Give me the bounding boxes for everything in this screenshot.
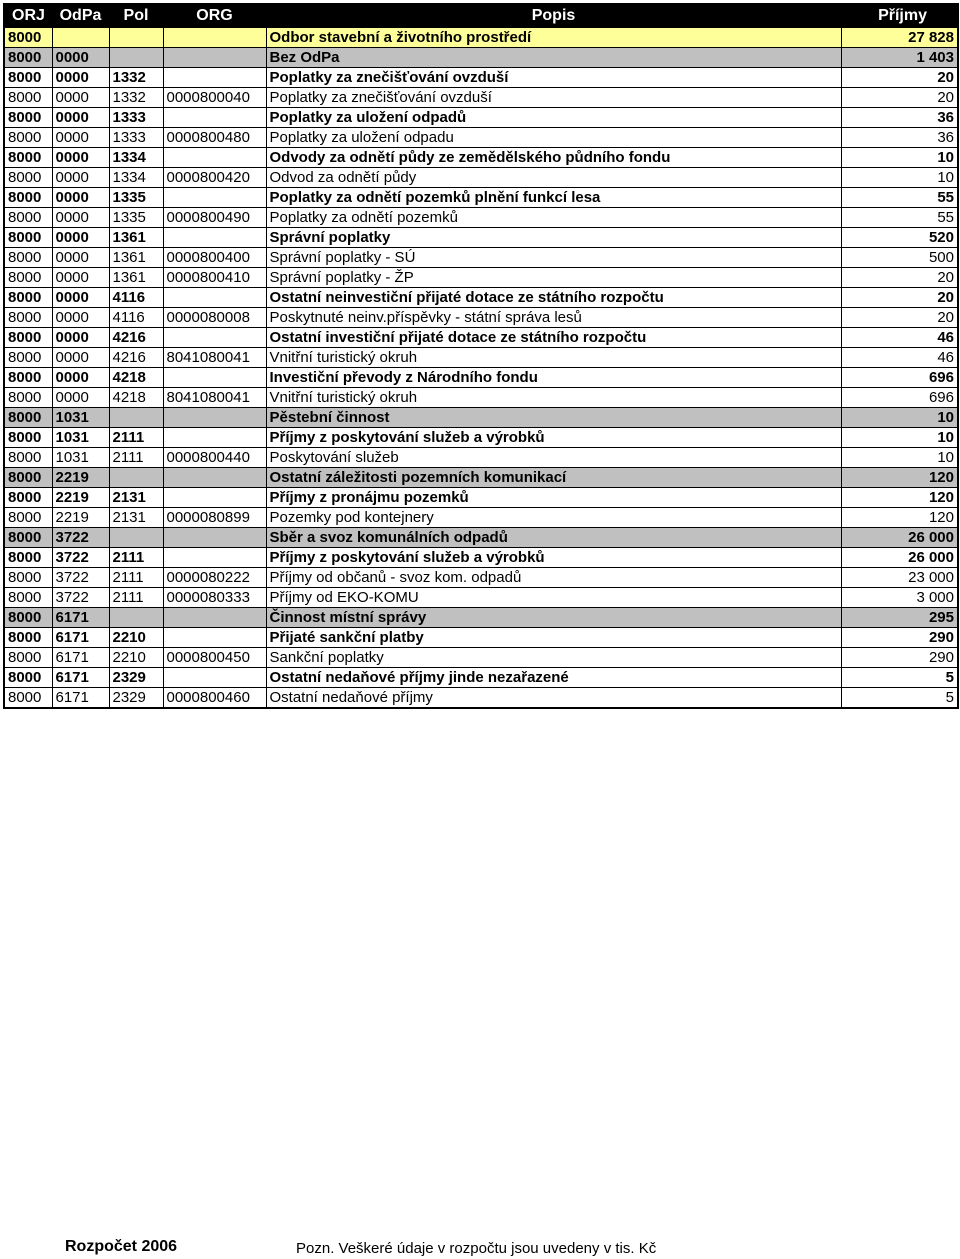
cell-odpa: 0000	[52, 368, 109, 388]
table-row	[4, 688, 958, 709]
table-row	[4, 628, 958, 648]
cell-prijmy: 696	[841, 368, 958, 388]
cell-pol: 2131	[109, 488, 163, 508]
cell-org: 0000080222	[163, 568, 266, 588]
cell-pol: 1361	[109, 248, 163, 268]
cell-org	[163, 408, 266, 428]
cell-prijmy: 10	[841, 408, 958, 428]
cell-prijmy: 46	[841, 328, 958, 348]
table-row	[4, 428, 958, 448]
cell-pol: 4218	[109, 368, 163, 388]
table-row	[4, 48, 958, 68]
cell-orj: 8000	[4, 388, 52, 408]
cell-org: 0000080899	[163, 508, 266, 528]
cell-prijmy: 36	[841, 128, 958, 148]
cell-orj: 8000	[4, 448, 52, 468]
cell-odpa: 0000	[52, 68, 109, 88]
cell-orj: 8000	[4, 228, 52, 248]
cell-orj: 8000	[4, 88, 52, 108]
cell-popis: Činnost místní správy	[266, 608, 841, 628]
cell-popis: Ostatní nedaňové příjmy	[266, 688, 841, 709]
cell-org	[163, 528, 266, 548]
cell-popis: Správní poplatky - SÚ	[266, 248, 841, 268]
cell-orj: 8000	[4, 348, 52, 368]
cell-org: 0000800460	[163, 688, 266, 709]
cell-pol: 4216	[109, 328, 163, 348]
cell-org	[163, 548, 266, 568]
cell-pol	[109, 48, 163, 68]
cell-orj: 8000	[4, 368, 52, 388]
cell-pol	[109, 28, 163, 48]
cell-pol: 1334	[109, 148, 163, 168]
cell-prijmy: 120	[841, 468, 958, 488]
cell-prijmy: 520	[841, 228, 958, 248]
table-row	[4, 208, 958, 228]
cell-prijmy: 10	[841, 428, 958, 448]
cell-org	[163, 28, 266, 48]
cell-org	[163, 668, 266, 688]
cell-odpa: 0000	[52, 348, 109, 368]
cell-prijmy: 20	[841, 308, 958, 328]
cell-prijmy: 20	[841, 268, 958, 288]
cell-pol: 1332	[109, 88, 163, 108]
cell-pol	[109, 608, 163, 628]
cell-popis: Poplatky za odnětí pozemků	[266, 208, 841, 228]
table-row	[4, 128, 958, 148]
cell-org	[163, 428, 266, 448]
cell-odpa: 0000	[52, 168, 109, 188]
header-prijmy: Příjmy	[841, 4, 958, 28]
cell-pol: 2131	[109, 508, 163, 528]
cell-pol: 2111	[109, 448, 163, 468]
cell-odpa: 0000	[52, 108, 109, 128]
cell-prijmy: 10	[841, 148, 958, 168]
cell-popis: Ostatní neinvestiční přijaté dotace ze státního rozpočtu	[266, 288, 841, 308]
table-row	[4, 268, 958, 288]
header-orj: ORJ	[4, 4, 52, 28]
table-row	[4, 488, 958, 508]
table-row	[4, 408, 958, 428]
cell-odpa: 2219	[52, 488, 109, 508]
table-row	[4, 548, 958, 568]
cell-popis: Investiční převody z Národního fondu	[266, 368, 841, 388]
cell-org	[163, 328, 266, 348]
cell-popis: Vnitřní turistický okruh	[266, 388, 841, 408]
cell-orj: 8000	[4, 28, 52, 48]
cell-prijmy: 500	[841, 248, 958, 268]
cell-orj: 8000	[4, 628, 52, 648]
cell-orj: 8000	[4, 568, 52, 588]
cell-pol: 1333	[109, 128, 163, 148]
cell-popis: Příjmy z pronájmu pozemků	[266, 488, 841, 508]
cell-pol: 1361	[109, 228, 163, 248]
cell-org	[163, 468, 266, 488]
cell-odpa: 0000	[52, 328, 109, 348]
header-odpa: OdPa	[52, 4, 109, 28]
cell-orj: 8000	[4, 408, 52, 428]
cell-org	[163, 608, 266, 628]
cell-odpa: 0000	[52, 88, 109, 108]
table-row	[4, 308, 958, 328]
cell-prijmy: 26 000	[841, 528, 958, 548]
cell-org: 0000080333	[163, 588, 266, 608]
cell-odpa: 6171	[52, 628, 109, 648]
cell-orj: 8000	[4, 588, 52, 608]
cell-org	[163, 68, 266, 88]
cell-prijmy: 20	[841, 288, 958, 308]
cell-pol: 1334	[109, 168, 163, 188]
cell-pol: 2210	[109, 648, 163, 668]
cell-pol	[109, 528, 163, 548]
cell-org	[163, 188, 266, 208]
cell-org: 0000800490	[163, 208, 266, 228]
cell-pol	[109, 468, 163, 488]
cell-popis: Příjmy z poskytování služeb a výrobků	[266, 548, 841, 568]
table-row	[4, 388, 958, 408]
cell-prijmy: 20	[841, 88, 958, 108]
cell-odpa: 6171	[52, 608, 109, 628]
cell-prijmy: 5	[841, 668, 958, 688]
cell-pol: 1333	[109, 108, 163, 128]
cell-odpa: 6171	[52, 668, 109, 688]
cell-orj: 8000	[4, 668, 52, 688]
cell-prijmy: 290	[841, 648, 958, 668]
cell-orj: 8000	[4, 528, 52, 548]
table-row	[4, 28, 958, 48]
cell-orj: 8000	[4, 128, 52, 148]
cell-org	[163, 288, 266, 308]
cell-prijmy: 120	[841, 488, 958, 508]
cell-odpa: 0000	[52, 148, 109, 168]
table-row	[4, 508, 958, 528]
table-row	[4, 88, 958, 108]
cell-popis: Poskytování služeb	[266, 448, 841, 468]
cell-prijmy: 46	[841, 348, 958, 368]
cell-odpa: 1031	[52, 408, 109, 428]
cell-popis: Ostatní záležitosti pozemních komunikací	[266, 468, 841, 488]
cell-popis: Sankční poplatky	[266, 648, 841, 668]
cell-odpa: 3722	[52, 548, 109, 568]
cell-orj: 8000	[4, 108, 52, 128]
cell-odpa: 1031	[52, 448, 109, 468]
cell-org	[163, 48, 266, 68]
cell-org: 0000800410	[163, 268, 266, 288]
cell-popis: Odvod za odnětí půdy	[266, 168, 841, 188]
table-row	[4, 348, 958, 368]
cell-prijmy: 36	[841, 108, 958, 128]
cell-pol: 4116	[109, 308, 163, 328]
cell-org: 0000800450	[163, 648, 266, 668]
cell-orj: 8000	[4, 428, 52, 448]
cell-prijmy: 20	[841, 68, 958, 88]
cell-popis: Vnitřní turistický okruh	[266, 348, 841, 368]
cell-orj: 8000	[4, 68, 52, 88]
cell-pol: 1332	[109, 68, 163, 88]
cell-orj: 8000	[4, 548, 52, 568]
table-row	[4, 168, 958, 188]
cell-popis: Poplatky za uložení odpadu	[266, 128, 841, 148]
cell-pol: 4216	[109, 348, 163, 368]
units-note: Pozn. Veškeré údaje v rozpočtu jsou uvedeny v tis. Kč	[296, 1240, 657, 1257]
cell-prijmy: 55	[841, 188, 958, 208]
budget-table	[3, 3, 959, 709]
cell-prijmy: 27 828	[841, 28, 958, 48]
table-row	[4, 608, 958, 628]
cell-prijmy: 26 000	[841, 548, 958, 568]
cell-popis: Ostatní nedaňové příjmy jinde nezařazené	[266, 668, 841, 688]
cell-orj: 8000	[4, 268, 52, 288]
cell-org	[163, 108, 266, 128]
cell-org: 0000800440	[163, 448, 266, 468]
cell-prijmy: 290	[841, 628, 958, 648]
cell-popis: Poplatky za odnětí pozemků plnění funkcí lesa	[266, 188, 841, 208]
cell-org	[163, 368, 266, 388]
cell-odpa: 0000	[52, 248, 109, 268]
budget-year-label: Rozpočet 2006	[65, 1238, 178, 1255]
cell-orj: 8000	[4, 308, 52, 328]
cell-odpa: 3722	[52, 568, 109, 588]
table-row	[4, 648, 958, 668]
cell-pol: 2210	[109, 628, 163, 648]
cell-org: 0000800480	[163, 128, 266, 148]
cell-prijmy: 1 403	[841, 48, 958, 68]
cell-popis: Odbor stavební a životního prostředí	[266, 28, 841, 48]
cell-pol: 1361	[109, 268, 163, 288]
table-row	[4, 68, 958, 88]
cell-popis: Poplatky za znečišťování ovzduší	[266, 68, 841, 88]
cell-popis: Příjmy z poskytování služeb a výrobků	[266, 428, 841, 448]
cell-pol: 2111	[109, 568, 163, 588]
table-row	[4, 108, 958, 128]
cell-orj: 8000	[4, 148, 52, 168]
table-row	[4, 468, 958, 488]
table-row	[4, 568, 958, 588]
cell-org	[163, 488, 266, 508]
cell-odpa: 0000	[52, 48, 109, 68]
cell-orj: 8000	[4, 288, 52, 308]
cell-odpa: 6171	[52, 688, 109, 709]
table-row	[4, 248, 958, 268]
cell-orj: 8000	[4, 648, 52, 668]
cell-odpa: 0000	[52, 188, 109, 208]
cell-orj: 8000	[4, 688, 52, 709]
cell-odpa: 3722	[52, 588, 109, 608]
cell-org	[163, 628, 266, 648]
cell-prijmy: 295	[841, 608, 958, 628]
cell-orj: 8000	[4, 508, 52, 528]
cell-org: 0000800400	[163, 248, 266, 268]
cell-pol: 2329	[109, 688, 163, 709]
cell-odpa: 0000	[52, 268, 109, 288]
cell-popis: Správní poplatky	[266, 228, 841, 248]
cell-odpa: 0000	[52, 228, 109, 248]
cell-popis: Pozemky pod kontejnery	[266, 508, 841, 528]
cell-pol: 2329	[109, 668, 163, 688]
cell-pol: 1335	[109, 208, 163, 228]
cell-prijmy: 10	[841, 448, 958, 468]
cell-odpa: 1031	[52, 428, 109, 448]
cell-popis: Správní poplatky - ŽP	[266, 268, 841, 288]
cell-popis: Bez OdPa	[266, 48, 841, 68]
table-body	[4, 28, 958, 709]
cell-popis: Poplatky za uložení odpadů	[266, 108, 841, 128]
cell-prijmy: 10	[841, 168, 958, 188]
cell-popis: Pěstební činnost	[266, 408, 841, 428]
cell-odpa: 6171	[52, 648, 109, 668]
table-row	[4, 528, 958, 548]
cell-org: 0000080008	[163, 308, 266, 328]
cell-orj: 8000	[4, 328, 52, 348]
cell-odpa: 0000	[52, 208, 109, 228]
table-row	[4, 228, 958, 248]
cell-odpa: 2219	[52, 468, 109, 488]
cell-orj: 8000	[4, 188, 52, 208]
cell-popis: Přijaté sankční platby	[266, 628, 841, 648]
cell-odpa: 3722	[52, 528, 109, 548]
cell-pol: 4218	[109, 388, 163, 408]
cell-popis: Sběr a svoz komunálních odpadů	[266, 528, 841, 548]
cell-orj: 8000	[4, 248, 52, 268]
cell-org: 8041080041	[163, 388, 266, 408]
cell-orj: 8000	[4, 468, 52, 488]
cell-pol: 4116	[109, 288, 163, 308]
table-row	[4, 448, 958, 468]
cell-orj: 8000	[4, 168, 52, 188]
cell-popis: Odvody za odnětí půdy ze zemědělského půdního fondu	[266, 148, 841, 168]
table-row	[4, 288, 958, 308]
cell-prijmy: 55	[841, 208, 958, 228]
table-row	[4, 588, 958, 608]
table-row	[4, 668, 958, 688]
cell-org	[163, 148, 266, 168]
cell-odpa: 0000	[52, 388, 109, 408]
table-row	[4, 368, 958, 388]
cell-pol: 2111	[109, 588, 163, 608]
cell-popis: Poplatky za znečišťování ovzduší	[266, 88, 841, 108]
cell-org: 8041080041	[163, 348, 266, 368]
header-org: ORG	[163, 4, 266, 28]
cell-odpa: 0000	[52, 128, 109, 148]
cell-popis: Příjmy od EKO-KOMU	[266, 588, 841, 608]
cell-org	[163, 228, 266, 248]
cell-odpa: 0000	[52, 308, 109, 328]
table-header-row	[4, 4, 958, 28]
cell-prijmy: 696	[841, 388, 958, 408]
cell-pol	[109, 408, 163, 428]
header-popis: Popis	[266, 4, 841, 28]
table-row	[4, 148, 958, 168]
cell-popis: Příjmy od občanů - svoz kom. odpadů	[266, 568, 841, 588]
cell-prijmy: 23 000	[841, 568, 958, 588]
header-pol: Pol	[109, 4, 163, 28]
cell-orj: 8000	[4, 488, 52, 508]
cell-pol: 2111	[109, 428, 163, 448]
cell-prijmy: 3 000	[841, 588, 958, 608]
cell-prijmy: 120	[841, 508, 958, 528]
cell-odpa: 0000	[52, 288, 109, 308]
cell-popis: Poskytnuté neinv.příspěvky - státní správa lesů	[266, 308, 841, 328]
cell-odpa: 2219	[52, 508, 109, 528]
cell-orj: 8000	[4, 608, 52, 628]
cell-org: 0000800040	[163, 88, 266, 108]
cell-org: 0000800420	[163, 168, 266, 188]
table-row	[4, 188, 958, 208]
cell-orj: 8000	[4, 48, 52, 68]
cell-prijmy: 5	[841, 688, 958, 709]
table-row	[4, 328, 958, 348]
cell-odpa	[52, 28, 109, 48]
cell-pol: 2111	[109, 548, 163, 568]
cell-pol: 1335	[109, 188, 163, 208]
cell-orj: 8000	[4, 208, 52, 228]
cell-popis: Ostatní investiční přijaté dotace ze státního rozpočtu	[266, 328, 841, 348]
